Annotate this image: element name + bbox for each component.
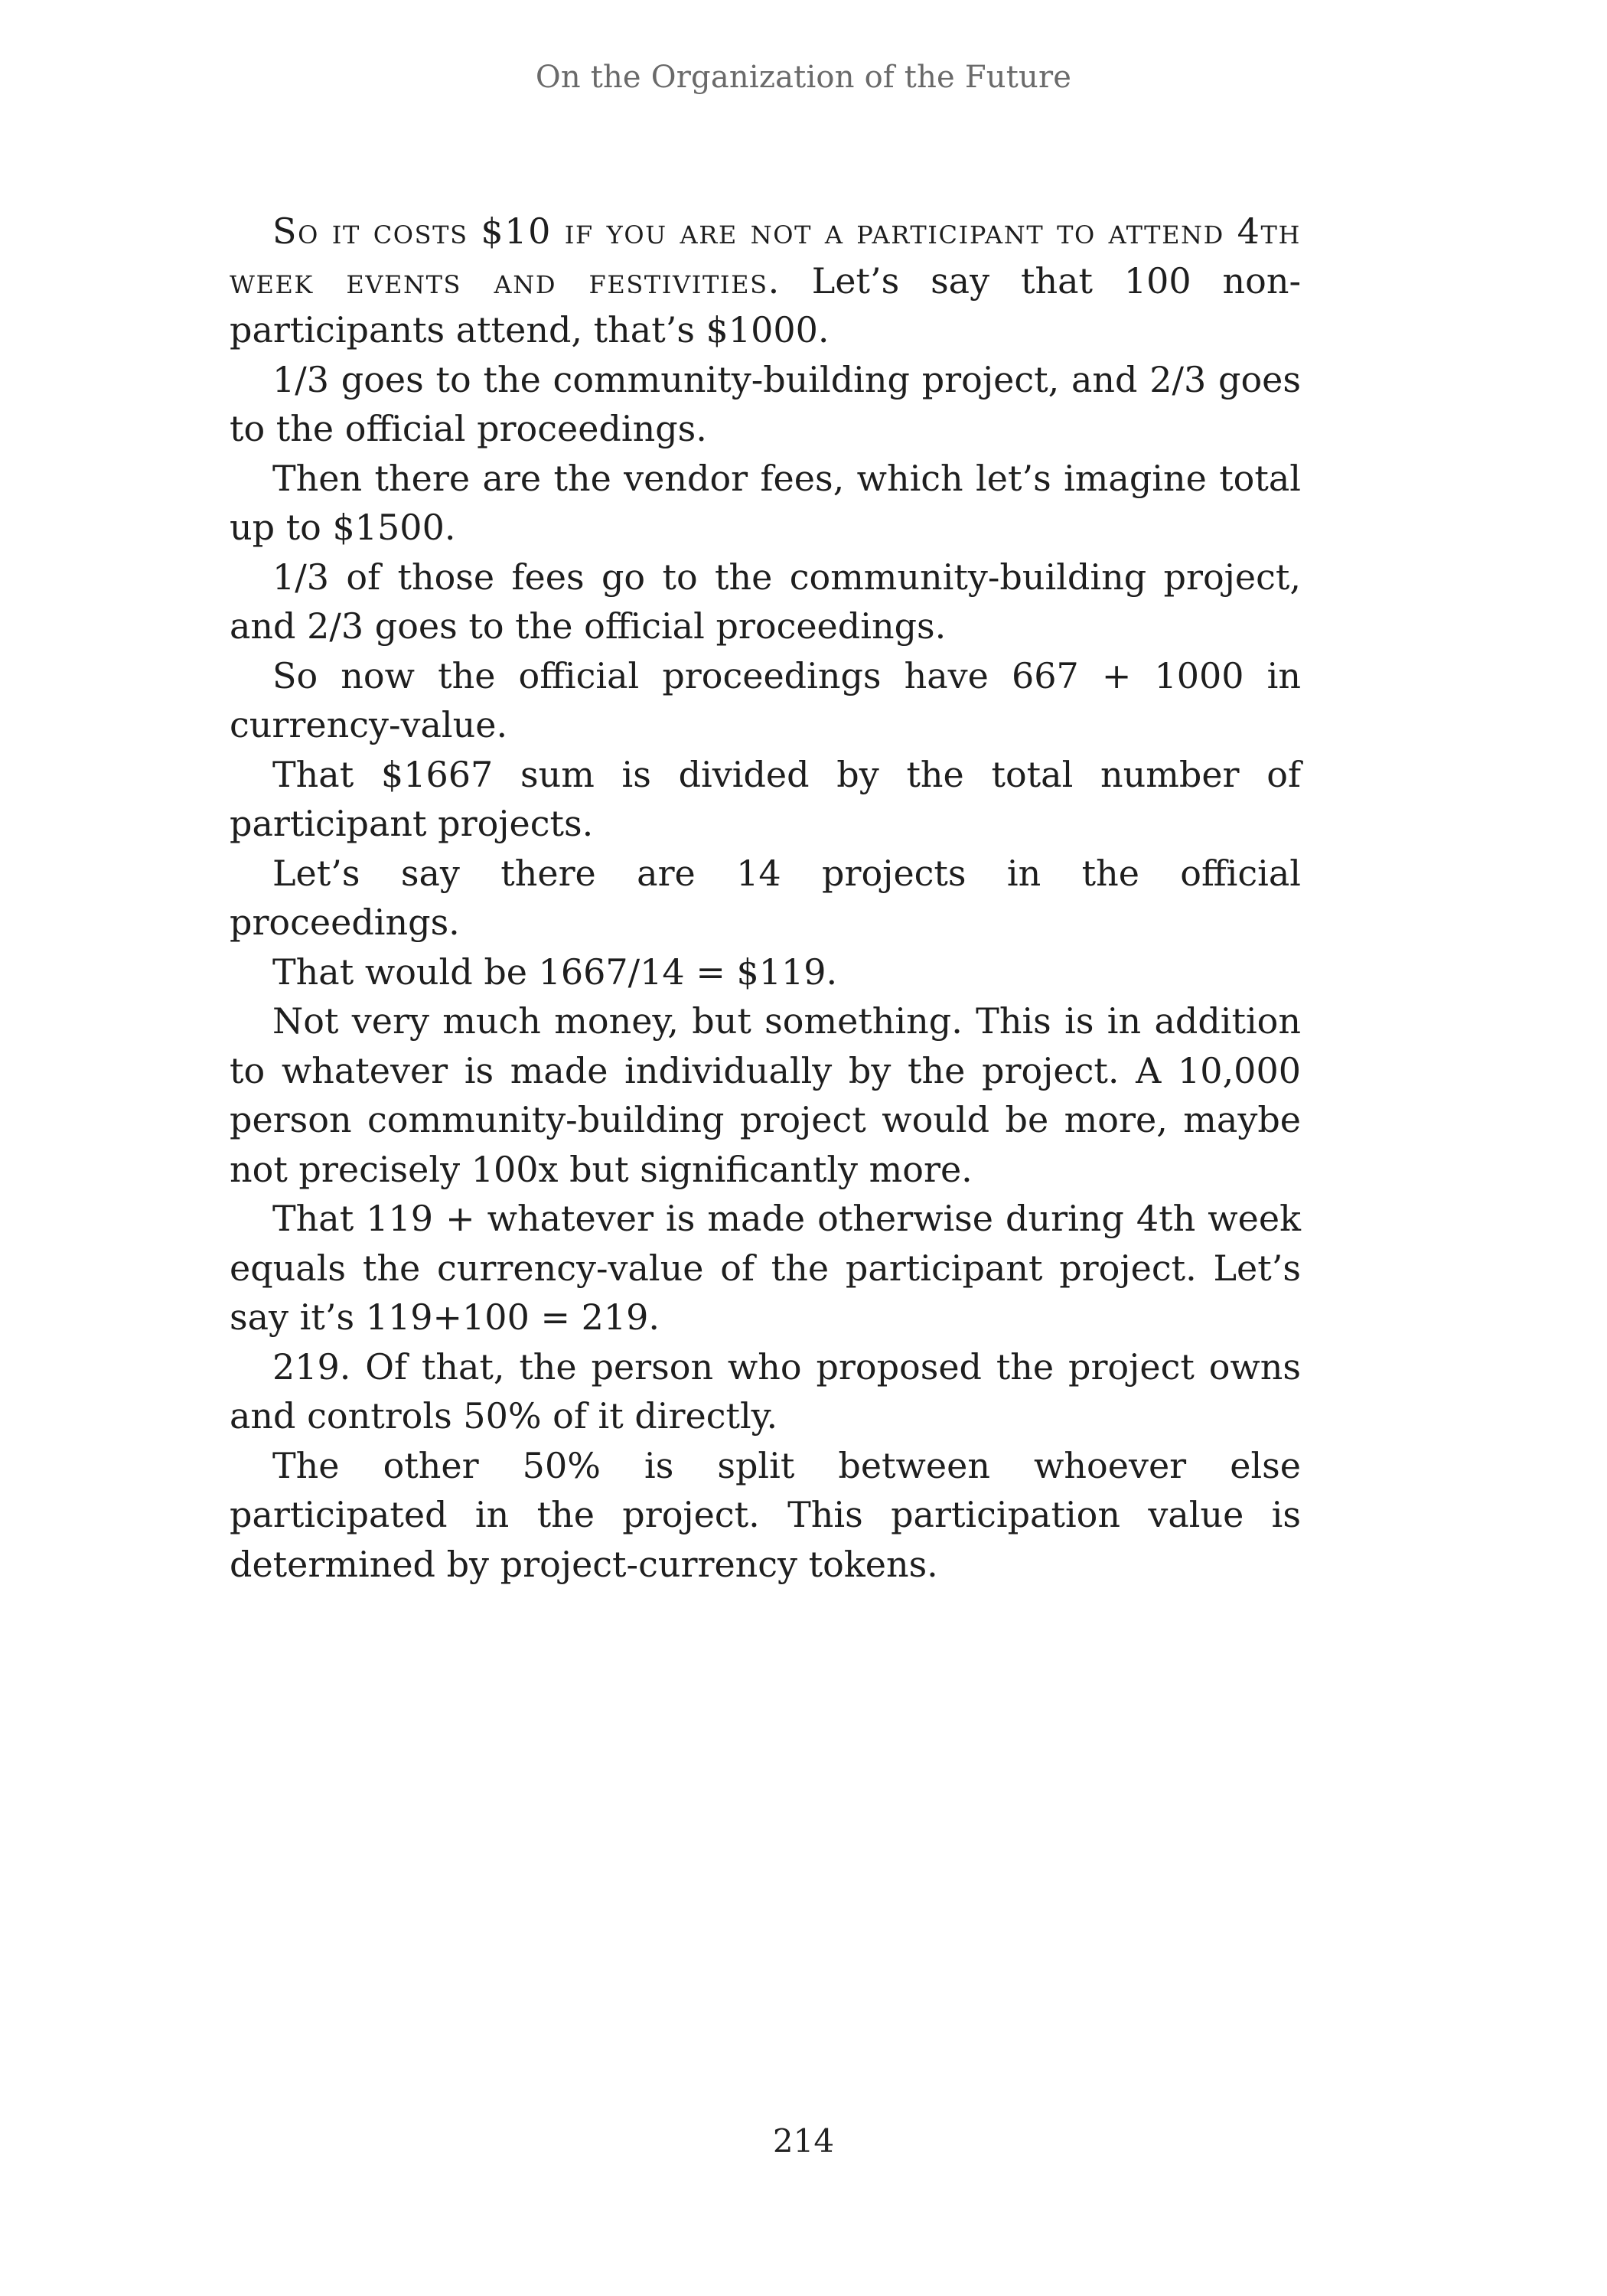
running-header: On the Organization of the Future xyxy=(535,60,1072,95)
paragraph: Then there are the vendor fees, which let’s imagine total up to $1500. xyxy=(230,457,1301,548)
paragraph: So now the official proceedings have 667 + 1000 in currency-value. xyxy=(230,654,1301,745)
paragraph: That $1667 sum is divided by the total number of participant projects. xyxy=(230,753,1301,844)
paragraph: That would be 1667/14 = $119. xyxy=(272,951,838,993)
paragraph: Let’s say there are 14 projects in the official proceedings. xyxy=(230,852,1301,943)
paragraph: 1/3 of those fees go to the community-building project, and 2/3 goes to the official proceedings. xyxy=(230,556,1301,647)
paragraph: That 119 + whatever is made otherwise during 4th week equals the currency-value of the participant project. Let’s say it’s 119+100 = 219. xyxy=(230,1198,1301,1338)
paragraph: Not very much money, but something. This is in addition to whatever is made individually by the project. A 10,000 person community-building project would be more, maybe not precisely 100x but significantly more. xyxy=(230,1000,1301,1190)
page-number: 214 xyxy=(772,2122,835,2160)
paragraph-text: Let’s say that 100 non-participants attend, that’s $1000. xyxy=(230,259,1301,351)
body-text xyxy=(230,207,1301,1589)
paragraph: The other 50% is split between whoever else participated in the project. This participation value is determined by project-currency tokens. xyxy=(230,1444,1301,1585)
paragraph: 1/3 goes to the community-building project, and 2/3 goes to the official proceedings. xyxy=(230,358,1301,449)
small-caps-lead-in: So it costs $10 if you are not a participant to attend 4th week events and festivities. xyxy=(230,210,1301,302)
paragraph: 219. Of that, the person who proposed the project owns and controls 50% of it directly. xyxy=(230,1345,1301,1437)
paragraph xyxy=(230,207,1301,355)
